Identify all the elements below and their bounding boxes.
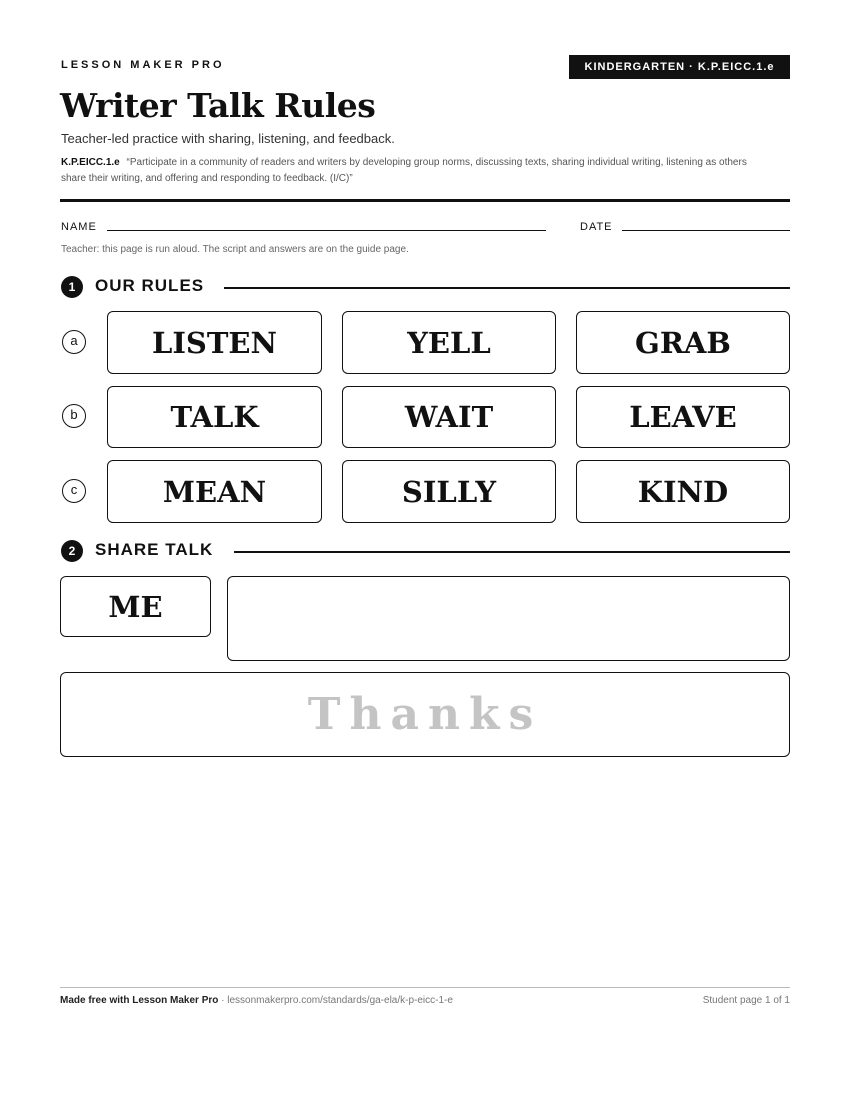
row-letter-a: a bbox=[62, 330, 86, 354]
section-1-number: 1 bbox=[61, 276, 83, 298]
standard-description bbox=[61, 155, 761, 187]
name-field-line[interactable] bbox=[107, 230, 546, 231]
section-1-title: OUR RULES bbox=[95, 276, 205, 295]
footer-divider bbox=[60, 987, 790, 988]
word-card-kind[interactable]: KIND bbox=[576, 460, 790, 523]
page-subtitle: Teacher-led practice with sharing, listening, and feedback. bbox=[61, 131, 395, 146]
word-card-listen[interactable]: LISTEN bbox=[107, 311, 322, 374]
word-card-silly[interactable]: SILLY bbox=[342, 460, 556, 523]
header-divider bbox=[60, 199, 790, 202]
word-card-mean[interactable]: MEAN bbox=[107, 460, 322, 523]
footer-credit bbox=[60, 995, 453, 1006]
page-title: Writer Talk Rules bbox=[60, 86, 376, 125]
footer-url[interactable]: · lessonmakerpro.com/standards/ga-ela/k-p-eicc-1-e bbox=[218, 995, 453, 1006]
name-label: NAME bbox=[61, 221, 97, 233]
standard-text: “Participate in a community of readers and writers by developing group norms, discussing texts, sharing individual writing, listening as others share their writing, and offering and responding to feedback. (I/C)” bbox=[61, 157, 747, 184]
section-2-title: SHARE TALK bbox=[95, 540, 214, 559]
section-2-divider bbox=[234, 551, 790, 553]
teacher-note: Teacher: this page is run aloud. The script and answers are on the guide page. bbox=[61, 244, 409, 255]
word-card-leave[interactable]: LEAVE bbox=[576, 386, 790, 448]
word-card-talk[interactable]: TALK bbox=[107, 386, 322, 448]
standard-code: K.P.EICC.1.e bbox=[61, 157, 120, 168]
word-card-wait[interactable]: WAIT bbox=[342, 386, 556, 448]
date-field-line[interactable] bbox=[622, 230, 790, 231]
footer-made-with: Made free with Lesson Maker Pro bbox=[60, 995, 219, 1006]
section-1-divider bbox=[224, 287, 790, 289]
row-letter-c: c bbox=[62, 479, 86, 503]
section-2-number: 2 bbox=[61, 540, 83, 562]
footer-page-number: Student page 1 of 1 bbox=[702, 995, 790, 1006]
grade-badge: KINDERGARTEN · K.P.EICC.1.e bbox=[569, 55, 790, 79]
row-letter-b: b bbox=[62, 404, 86, 428]
word-card-grab[interactable]: GRAB bbox=[576, 311, 790, 374]
share-response-box[interactable] bbox=[227, 576, 790, 661]
me-card[interactable]: ME bbox=[60, 576, 211, 637]
date-label: DATE bbox=[580, 221, 613, 233]
brand-name: LESSON MAKER PRO bbox=[61, 59, 225, 71]
thanks-trace-box[interactable]: Thanks bbox=[60, 672, 790, 757]
word-card-yell[interactable]: YELL bbox=[342, 311, 556, 374]
